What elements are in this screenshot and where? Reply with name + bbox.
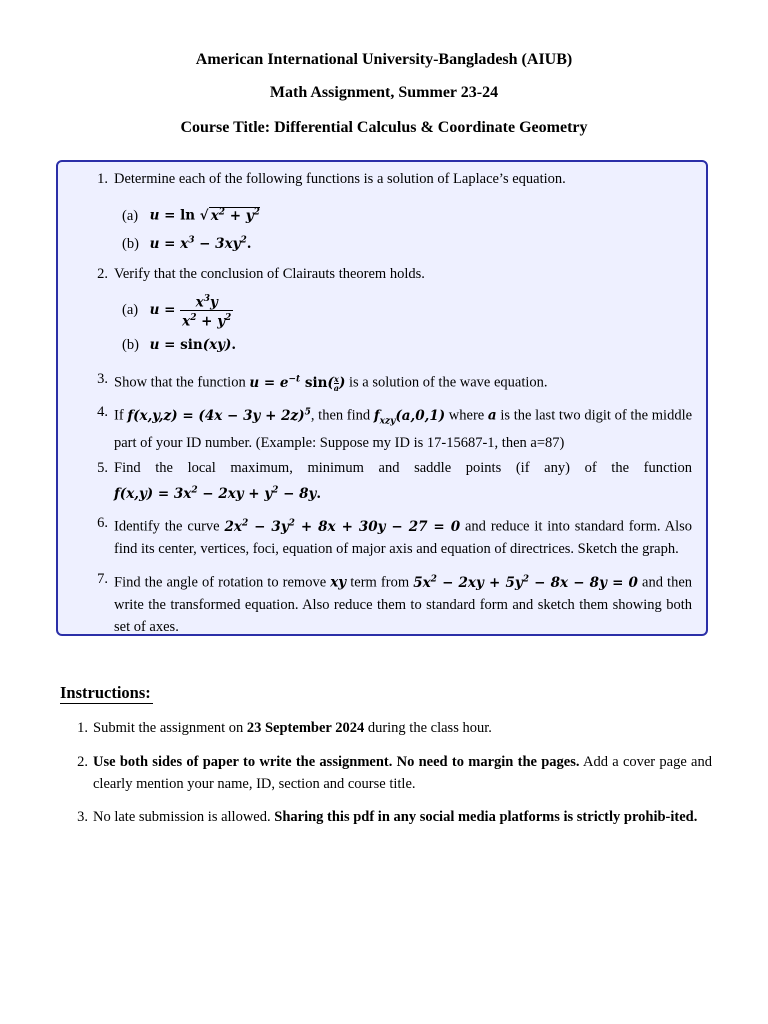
- part-math: u = sin(xy).: [149, 337, 237, 353]
- part-math: u = ln √ $x^2 + y^2$: [149, 207, 260, 224]
- question-2-part-b: [122, 334, 236, 356]
- part-math: u = $\frac{x^3y}{x^2 + y^2}$: [149, 294, 232, 329]
- instruction-text: Submit the assignment on: [93, 720, 244, 736]
- question-math: $5x^2 - 2xy + 5y^2 - 8x - 8y = 0$: [413, 574, 638, 591]
- questions-box: [56, 160, 708, 636]
- question-math: $u = e^{-t}$ sin( $\frac{x}{a}$ ): [249, 373, 346, 393]
- question-text: is the last two digit of the middle part of your ID number. (Example: Suppose my ID is 17-15687-1, then a=87): [114, 407, 693, 452]
- instruction-text: Add a cover page and clearly mention your name, ID, section and course title.: [93, 754, 712, 792]
- part-label: (a): [122, 301, 139, 318]
- part-math: $u = x^3 - 3xy^2$.: [149, 235, 252, 252]
- question-text: If: [114, 407, 124, 424]
- question-number: 7.: [97, 571, 108, 587]
- question-text: and then write the transformed equation. Also reduce them to standard form and sketch them showing both set of axes.: [114, 574, 693, 635]
- question-text: and reduce it into standard form. Also find its center, vertices, foci, equation of major axis and equation of directrices. Sketch the graph.: [114, 518, 693, 557]
- instruction-text: during the class hour.: [367, 720, 492, 736]
- question-math: xy: [330, 574, 347, 591]
- question-text: Find the angle of rotation to remove: [114, 574, 327, 591]
- instruction-bold: 23 September 2024: [246, 720, 365, 736]
- course-title: Course Title: Differential Calculus & Coordinate Geometry: [180, 119, 588, 136]
- instruction-text: No late submission is allowed.: [93, 809, 271, 825]
- assignment-title: Math Assignment, Summer 23-24: [269, 84, 499, 101]
- question-number: 5.: [97, 460, 108, 476]
- question-number: 3.: [97, 371, 108, 387]
- question-math: a: [487, 407, 497, 424]
- question-text: Identify the curve: [114, 518, 220, 535]
- part-label: (b): [122, 337, 139, 353]
- question-1-part-b: [122, 229, 251, 255]
- question-text-end: is a solution of the wave equation.: [349, 374, 548, 391]
- question-text: term from: [350, 574, 410, 591]
- question-number: 4.: [97, 404, 108, 420]
- question-text: Verify that the conclusion of Clairauts theorem holds.: [114, 266, 425, 282]
- instruction-number: 3.: [77, 809, 88, 825]
- question-number: 1.: [97, 171, 108, 187]
- question-math: $f(x,y) = 3x^2 - 2xy + y^2 - 8y$.: [114, 485, 322, 502]
- question-text: where: [448, 407, 485, 424]
- part-label: (b): [122, 235, 139, 252]
- instruction-number: 2.: [77, 754, 88, 770]
- instruction-number: 1.: [77, 720, 88, 736]
- question-math: $2x^2 - 3y^2 + 8x + 30y - 27 = 0$: [224, 518, 461, 535]
- question-number: 2.: [97, 266, 108, 282]
- question-2-part-a: [122, 292, 233, 328]
- question-text: Show that the function: [114, 374, 246, 391]
- question-text: Determine each of the following functions is a solution of Laplace’s equation.: [114, 171, 566, 187]
- university-name: American International University-Bangladesh (AIUB): [195, 51, 573, 68]
- question-number: 6.: [97, 515, 108, 531]
- part-label: (a): [122, 207, 139, 224]
- instruction-bold: Sharing this pdf in any social media platforms is strictly prohib-ited.: [274, 809, 698, 825]
- question-math: $f(x,y,z) = (4x - 3y + 2z)^5$: [127, 407, 311, 424]
- question-1-part-a: [122, 201, 260, 227]
- question-math: $f_{xzy}(a,0,1)$: [373, 407, 446, 427]
- question-text: , then find: [310, 407, 371, 424]
- instructions-title: Instructions:: [60, 683, 151, 702]
- instruction-bold: Use both sides of paper to write the assignment. No need to margin the pages.: [93, 754, 580, 770]
- question-text: Find the local maximum, minimum and saddle points (if any) of the function: [114, 460, 692, 476]
